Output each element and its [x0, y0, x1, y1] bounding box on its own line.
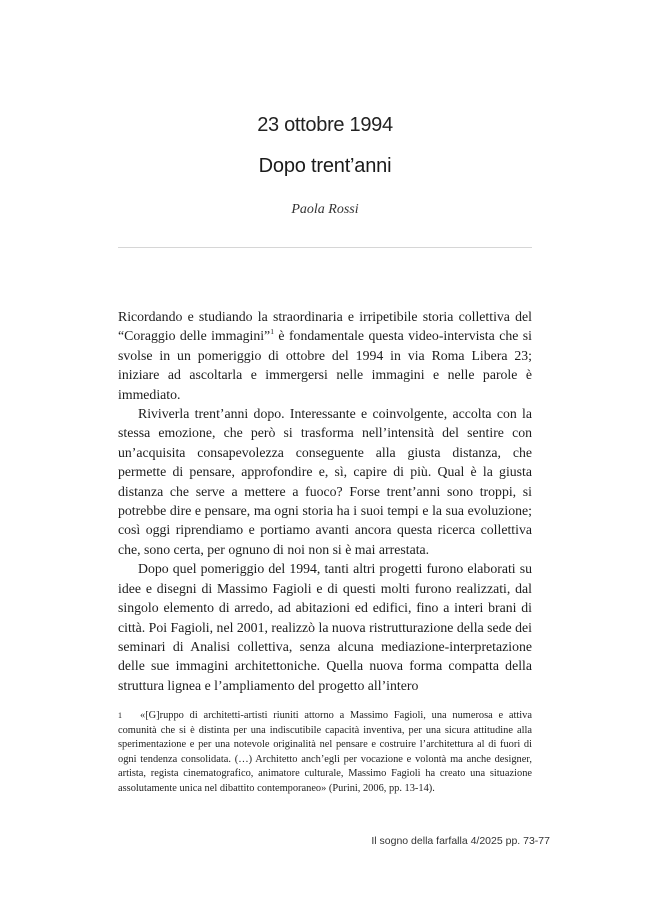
article-author: Paola Rossi — [291, 202, 359, 217]
footnote-text: «[G]ruppo di architetti-artisti riuniti attorno a Massimo Fagioli, una numerosa e attiva comunità che si è distinta per una indiscutibile capacità inventiva, per una sicura attitudine alla sperimentazione e per una notevole originalità nel pensare e costruire l’architettura al di fuori di ogni tendenza consolidata. (…) Architetto anch’egli per vocazione e volontà ma anche designer, artista, regista cinematografico, animatore culturale, Massimo Fagioli ha creato una situazione assolutamente unica nel dibattito contemporaneo» (Purini, 2006, pp. 13-14). — [118, 710, 532, 794]
article-date-heading: 23 ottobre 1994 — [257, 114, 393, 136]
footnote-reference: 1 — [270, 327, 274, 337]
body-paragraph-2: Riviverla trent’anni dopo. Interessante e coinvolgente, accolta con la stessa emozione, che però si trasforma nell’intensità del sentire con un’acquisita consapevolezza conseguente alla giusta distanza, che permette di pensare, approfondire e, sì, capire di più. Qual è la giusta distanza che serve a mettere a fuoco? Forse trent’anni sono troppi, si potrebbe dire e pensare, ma ogni storia ha i suoi tempi e la sua evoluzione; così oggi riprendiamo e portiamo avanti ancora questa ricerca collettiva che, sono certa, per ognuno di noi non si è mai arrestata. — [118, 406, 532, 557]
footnote — [118, 709, 532, 797]
header-divider — [118, 247, 532, 248]
footnote-number: 1 — [118, 711, 122, 720]
article-body — [118, 307, 532, 695]
body-paragraph-3: Dopo quel pomeriggio del 1994, tanti altri progetti furono elaborati su idee e disegni di Massimo Fagioli e di questi molti furono realizzati, dal singolo elemento di arredo, ad abitazioni ed edifici, fino a interi brani di città. Poi Fagioli, nel 2001, realizzò la nuova ristrutturazione della sede dei seminari di Analisi collettiva, senza alcuna mediazione-interpretazione delle sue immagini architettoniche. Quella nuova forma compatta della struttura lignea e l’ampliamento del progetto all’intero — [118, 561, 532, 693]
article-title: Dopo trent’anni — [258, 155, 392, 177]
paragraph-1-text-continued: è fondamentale questa video-intervista che si svolse in un pomeriggio di ottobre del 1994 in via Roma Libera 23; iniziare ad ascoltarla e immergersi nelle immagini e nelle parole è immediato. — [118, 328, 532, 402]
body-paragraph-1 — [118, 307, 532, 404]
paragraph-1-text: Ricordando e studiando la straordinaria e irripetibile storia collettiva del “Coraggio delle immagini” — [118, 309, 532, 344]
running-footer: Il sogno della farfalla 4/2025 pp. 73-77 — [371, 835, 550, 847]
